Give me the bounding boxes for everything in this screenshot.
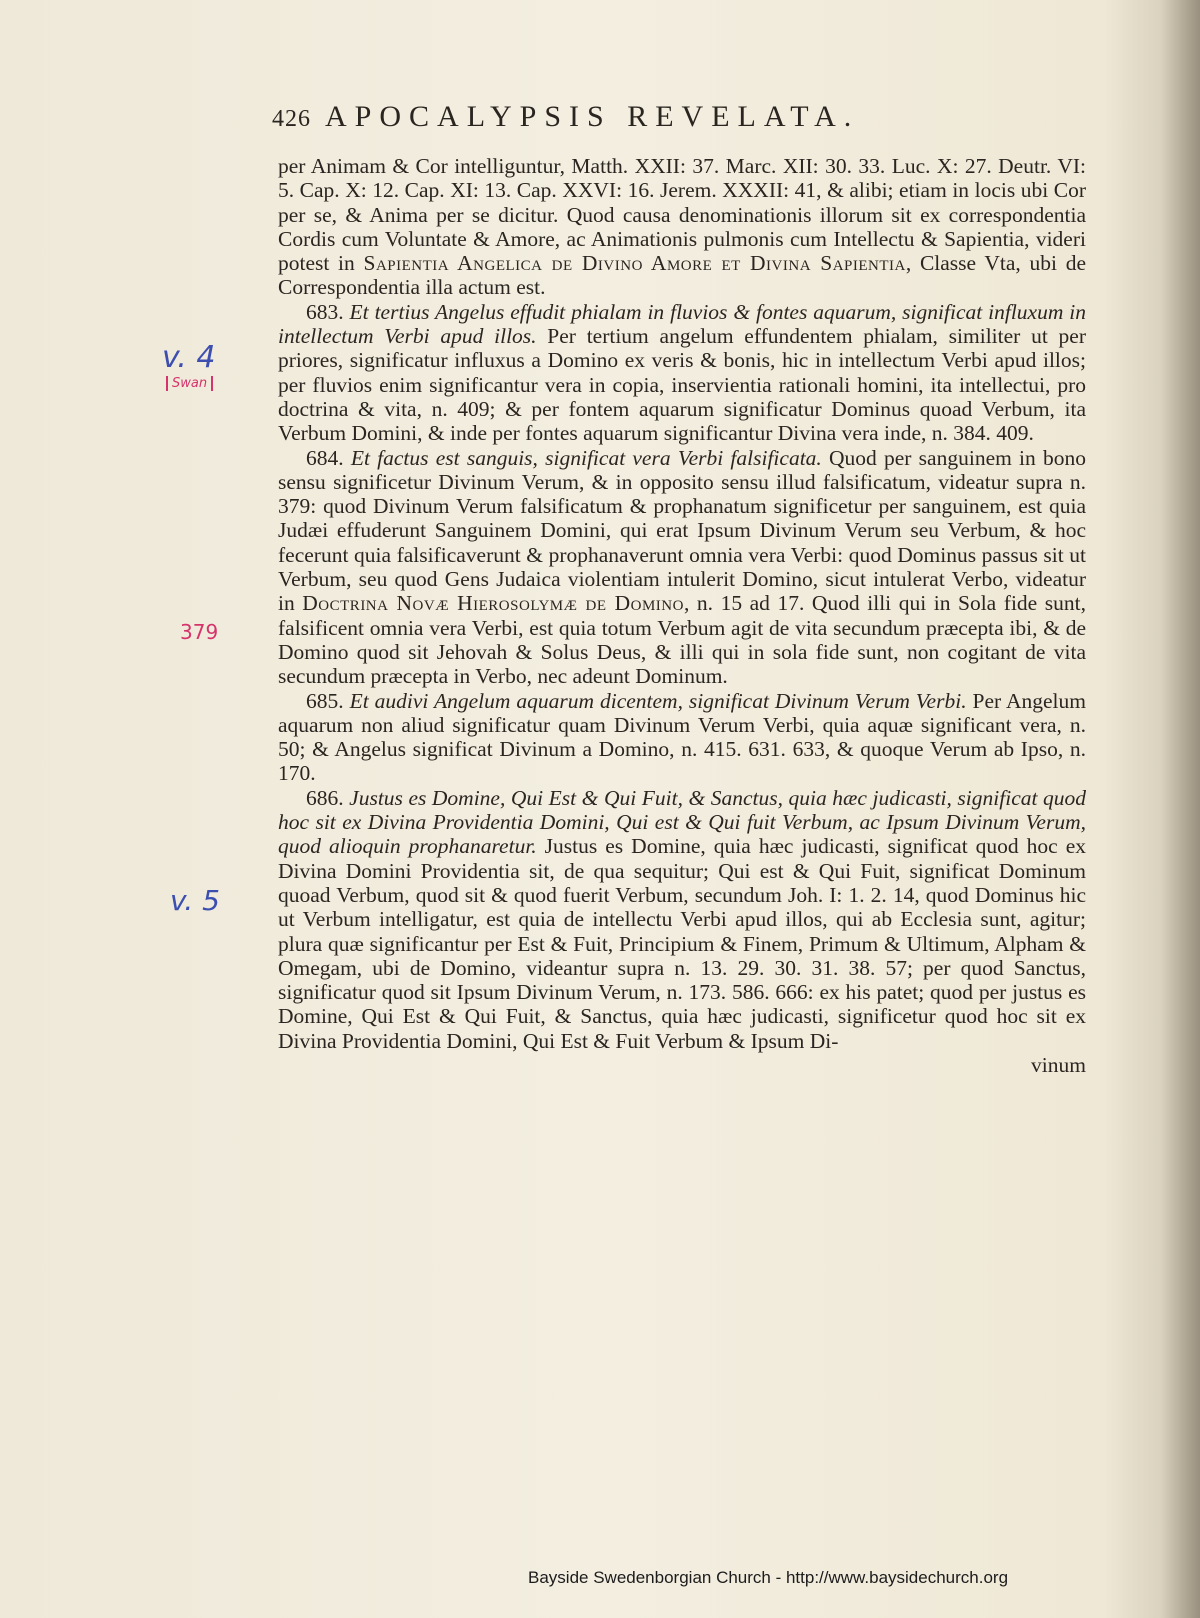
page-number: 426 — [272, 106, 311, 132]
paragraph-number: 685. — [306, 688, 344, 713]
paragraph-number: 686. — [306, 785, 344, 810]
paragraph-685 — [278, 689, 1086, 786]
book-reference: Doctrina Novæ Hierosolymæ de Domino — [302, 591, 684, 616]
text-run: , n. 15 ad 17. Quod illi qui in Sola fide sunt, falsificent omnia vera Verbi, est quia totum Verbum agit de vita secundum præcepta ibi, & de Domino quod sit Jehovah & Solus Deus, & illi qui in sola fide sunt, non cogitant de vita secundum præcepta in Verbo, nec adeunt Dominum. — [278, 591, 1086, 689]
text-run: , Classe Vta, ubi de Correspondentia illa actum est. — [278, 251, 1086, 300]
text-run: Per tertium angelum effundentem phialam, similiter ut per priores, significatur influxus a Domino ex veris & bonis, hic in intellectum Verbi apud illos; per fluvios enim significantur vera in copia, inservientia rationali homini, ita intellectui, pro doctrina & vita, n. 409; & per fontem aquarum significatur Dominus quoad Verbum, ita Verbum Domini, & inde per fontes aquarum significantur Divina vera inde, n. 384. 409. — [278, 324, 1086, 446]
paragraph-heading: Et tertius Angelus effudit phialam in fluvios & fontes aquarum, significat influxum in intellectum Verbi apud illos. — [278, 299, 1087, 349]
page-gutter-shadow — [1160, 0, 1200, 1618]
paragraph-heading: Et factus est sanguis, significat vera Verbi falsificata. — [350, 445, 822, 470]
margin-note-v5: v. 5 — [170, 884, 220, 917]
text-run: per Animam & Cor intelliguntur, Matth. XXII: 37. Marc. XII: 30. 33. Luc. X: 27. Deutr. VI: 5. Cap. X: 12. Cap. XI: 13. Cap. XXVI: 16. Jerem. XXXII: 41, & alibi; etiam in locis ubi Cor per se, & Anima per se dicitur. Quod causa denominationis illorum sit ex correspondentia Cordis cum Voluntate & Amore, ac Animationis pulmonis cum Intellectu & Sapientia, videri potest in — [278, 154, 1086, 276]
text-run: Quod per sanguinem in bono sensu significetur Divinum Verum, & in opposito sensu illud falsificatum, videatur supra n. 379: quod Divinum Verum falsificatum & prophanatum significetur per sanguinem, est quia Judæi effuderunt Sanguinem Domini, qui erat Ipsum Divinum Verum seu Verbum, & hoc fecerunt quia falsificaverunt & prophanaverunt omnia vera Verbi: quod Dominus passus sit ut Verbum, seu quod Gens Judaica violentiam intulerit Domino, sicut intulerat Verbo, videatur in — [278, 445, 1086, 616]
running-header — [272, 100, 1060, 144]
paragraph-number: 684. — [306, 445, 344, 470]
paragraph-683 — [278, 300, 1086, 446]
text-run: Per Angelum aquarum non aliud significatur quam Divinum Verum Verbi, quia aquæ significant vera, n. 50; & Angelus significat Divinum a Domino, n. 415. 631. 633, & quoque Verum ab Ipso, n. 170. — [278, 688, 1086, 786]
body-text — [278, 154, 1086, 1077]
catchword: vinum — [1031, 1052, 1086, 1077]
paragraph-heading: Et audivi Angelum aquarum dicentem, significat Divinum Verum Verbi. — [349, 688, 967, 713]
paragraph-686 — [278, 786, 1086, 1053]
paragraph-684 — [278, 446, 1086, 689]
paragraph-heading: Justus es Domine, Qui Est & Qui Fuit, & Sanctus, quia hæc judicasti, significat quod hoc sit ex Divina Providentia Domini, Qui est & Qui fuit Verbum, ac Ipsum Divinum Verum, quod alioquin prophanaretur. — [278, 785, 1086, 859]
margin-note-v4: v. 4 — [162, 340, 216, 375]
source-credit: Bayside Swedenborgian Church - http://www.baysidechurch.org — [528, 1568, 1009, 1587]
text-run: Justus es Domine, quia hæc judicasti, significat quod hoc ex Divina Domini Providentia sit, de qua sequitur; Qui est & Qui Fuit, significat Dominum quoad Verbum, quod sit & quod fuerit Verbum, secundum Joh. I: 1. 2. 14, quod Dominus hic ut Verbum intelligatur, est quia de intellectu Verbi apud illos, qui ab Ecclesia sunt, agitur; plura quæ significantur per Est & Fuit, Principium & Finem, Primum & Ultimum, Alpham & Omegam, ubi de Domino, videantur supra n. 13. 29. 30. 31. 38. 57; per quod Sanctus, significatur quod sit Ipsum Divinum Verum, n. 173. 586. 666: ex his patet; quod per justus es Domine, Qui Est & Qui Fuit, & Sanctus, quia hæc judicasti, significetur quod hoc sit ex Divina Providentia Domini, Qui Est & Fuit Verbum & Ipsum Di- — [278, 834, 1086, 1053]
running-title: APOCALYPSIS REVELATA. — [325, 100, 860, 133]
paragraph-continued — [278, 154, 1086, 300]
margin-note-379: 379 — [180, 620, 219, 644]
margin-note-swan: Swan — [166, 376, 213, 391]
paragraph-number: 683. — [306, 299, 344, 324]
book-reference: Sapientia Angelica de Divino Amore et Divina Sapientia — [363, 251, 906, 276]
